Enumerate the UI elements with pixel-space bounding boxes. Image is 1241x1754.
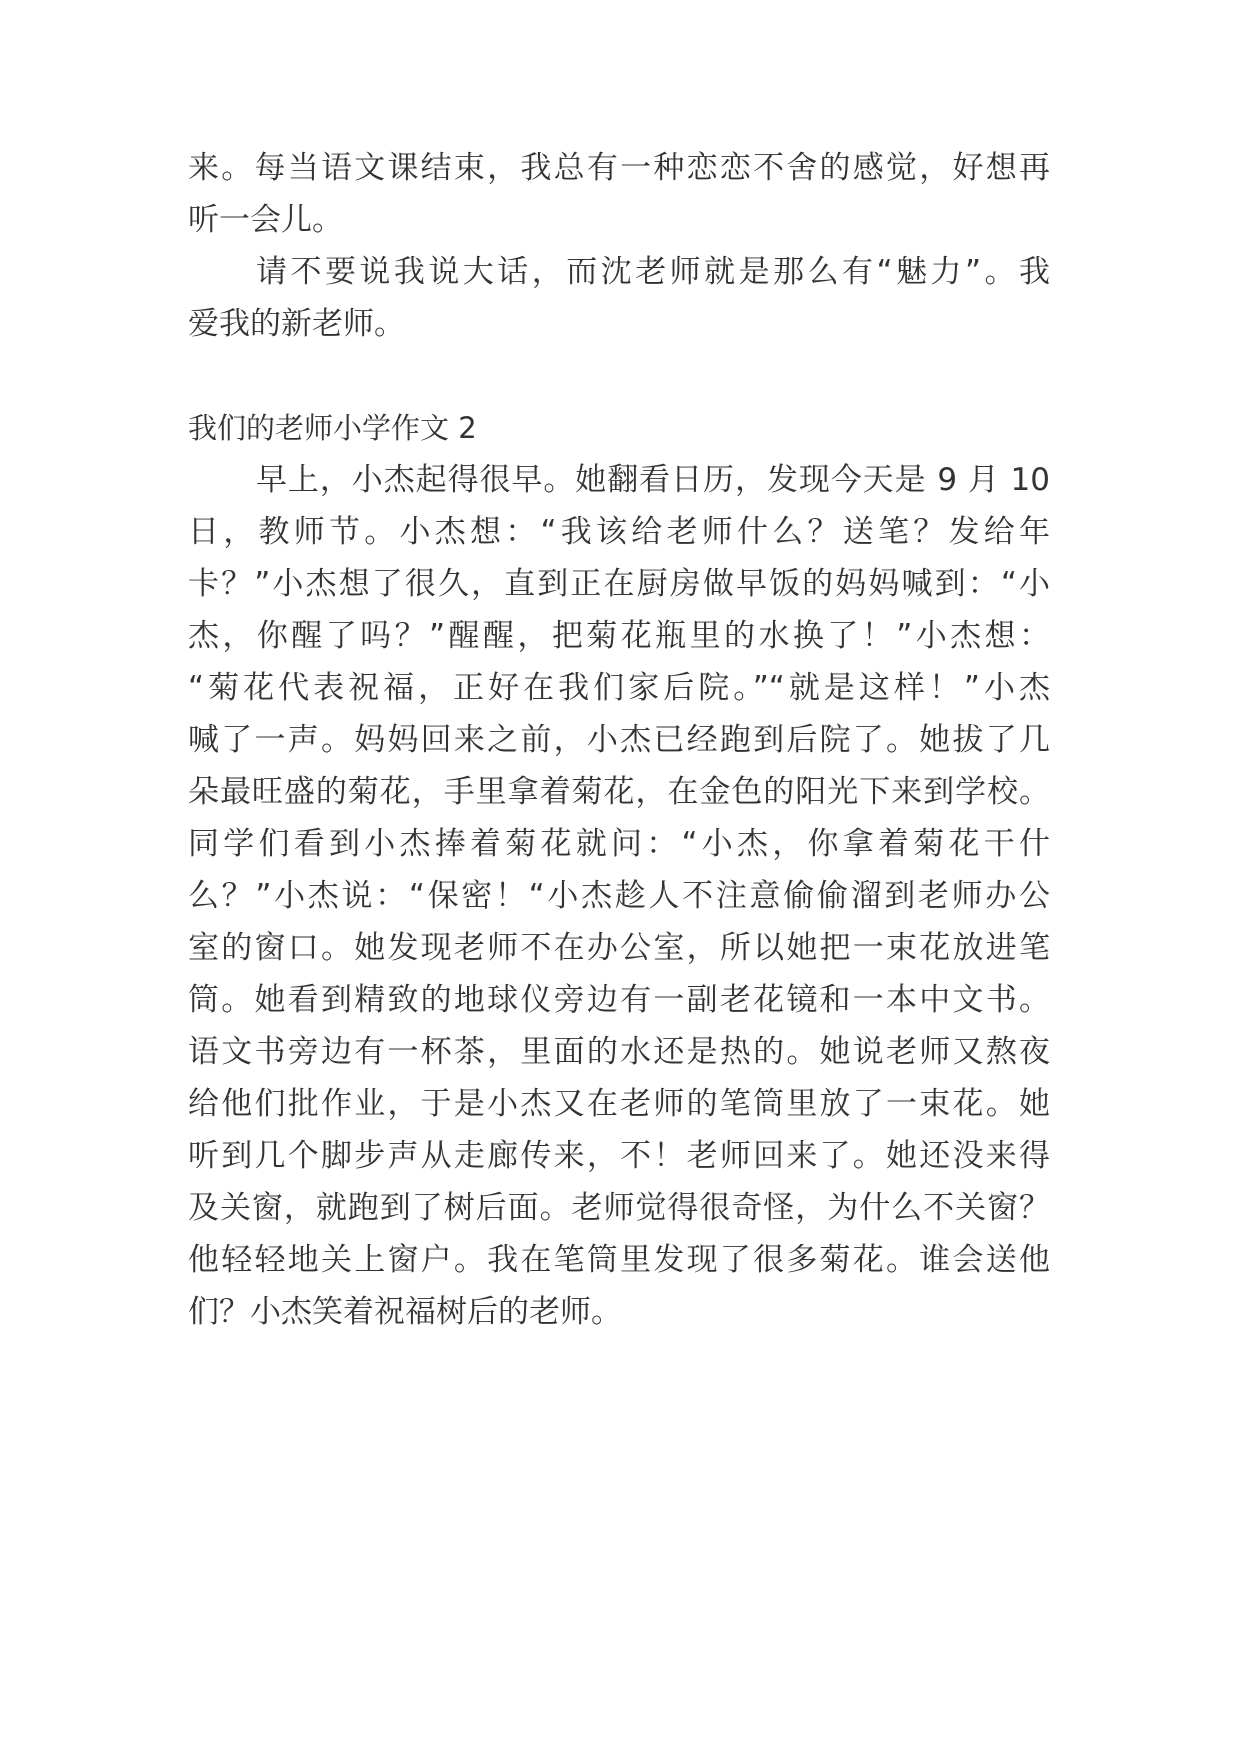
text-line: 听到几个脚步声从走廊传来，不！老师回来了。她还没来得 (188, 1138, 1050, 1174)
text-line: 朵最旺盛的菊花，手里拿着菊花，在金色的阳光下来到学校。 (188, 774, 1050, 810)
text-line: 日，教师节。小杰想：“我该给老师什么？送笔？发给年 (188, 514, 1050, 550)
text-line: 么？”小杰说：“保密！“小杰趁人不注意偷偷溜到老师办公 (188, 878, 1050, 914)
text-line: 室的窗口。她发现老师不在办公室，所以她把一束花放进笔 (188, 930, 1050, 966)
text-line: 听一会儿。 (188, 202, 343, 238)
text-line: 给他们批作业，于是小杰又在老师的笔筒里放了一束花。她 (188, 1086, 1050, 1122)
text-line: 杰，你醒了吗？”醒醒，把菊花瓶里的水换了！”小杰想： (188, 618, 1050, 654)
text-line: 来。每当语文课结束，我总有一种恋恋不舍的感觉，好想再 (188, 150, 1050, 186)
text-line: 早上，小杰起得很早。她翻看日历，发现今天是 9 月 10 (256, 462, 1050, 498)
text-line: 们？小杰笑着祝福树后的老师。 (188, 1294, 622, 1330)
text-line: 语文书旁边有一杯茶，里面的水还是热的。她说老师又熬夜 (188, 1034, 1050, 1070)
text-line: 请不要说我说大话，而沈老师就是那么有“魅力”。我 (256, 254, 1050, 290)
text-line: 喊了一声。妈妈回来之前，小杰已经跑到后院了。她拔了几 (188, 722, 1050, 758)
text-line: 他轻轻地关上窗户。我在笔筒里发现了很多菊花。谁会送他 (188, 1242, 1050, 1278)
text-line: 卡？”小杰想了很久，直到正在厨房做早饭的妈妈喊到：“小 (188, 566, 1050, 602)
text-line: 筒。她看到精致的地球仪旁边有一副老花镜和一本中文书。 (188, 982, 1050, 1018)
text-line: “菊花代表祝福，正好在我们家后院。”“就是这样！”小杰 (188, 670, 1050, 706)
text-line: 同学们看到小杰捧着菊花就问：“小杰，你拿着菊花干什 (188, 826, 1050, 862)
text-line: 及关窗，就跑到了树后面。老师觉得很奇怪，为什么不关窗？ (188, 1190, 1050, 1226)
text-line: 爱我的新老师。 (188, 306, 405, 342)
section-title: 我们的老师小学作文 2 (188, 411, 477, 445)
